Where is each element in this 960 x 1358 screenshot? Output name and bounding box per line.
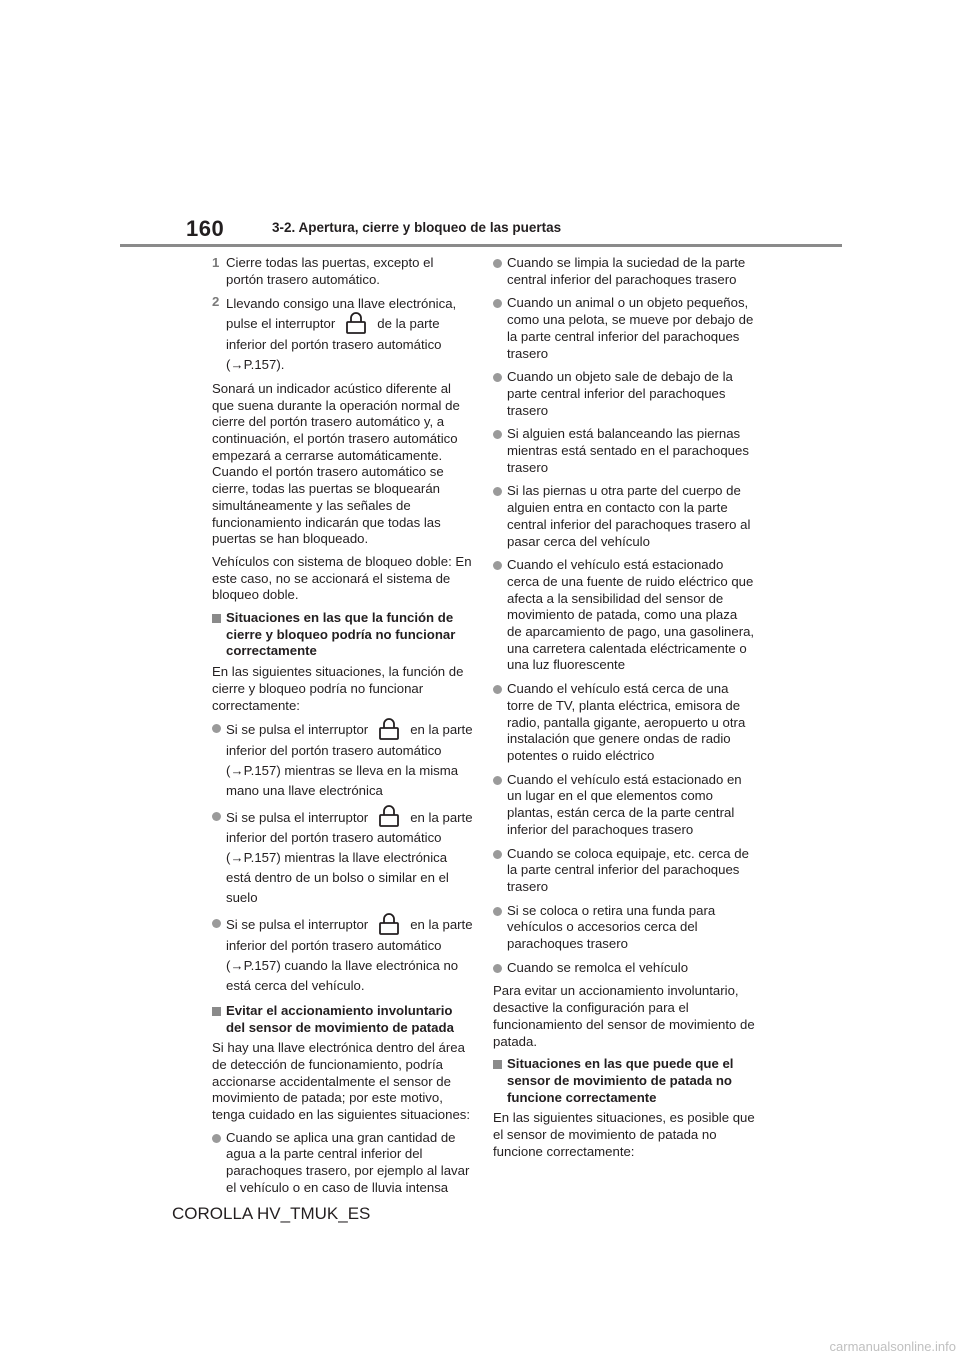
subheading-text: Situaciones en las que la función de cierre y bloqueo podría no funcionar correctamente: [226, 610, 456, 659]
left-column: [212, 255, 474, 1204]
step-1: [212, 255, 474, 288]
bullet-icon: [212, 919, 221, 928]
list-item-text: Cuando se aplica una gran cantidad de agua a la parte central inferior del parachoques trasero, por ejemplo al lavar el vehículo o en caso de lluvia intensa: [226, 1129, 470, 1195]
header-rule: [120, 244, 842, 247]
square-bullet-icon: [212, 1007, 221, 1016]
list-item: [493, 846, 755, 896]
bullet-icon: [493, 685, 502, 694]
step-text-part: Llevando consigo una llave electrónica,: [226, 296, 457, 312]
step-text-part: de la parte inferior del portón trasero automático (→P.157).: [226, 316, 442, 372]
bullet-icon: [493, 299, 502, 308]
list-item-text: Cuando el vehículo está cerca de una torre de TV, planta eléctrica, emisora de radio, pantalla gigante, aeropuerto u otra instalación que genere ondas de radio potentes o ruido eléctrico: [507, 681, 746, 763]
bullet-icon: [212, 724, 221, 733]
list-item-text: Cuando un objeto sale de debajo de la parte central inferior del parachoques trasero: [507, 369, 733, 418]
square-bullet-icon: [493, 1060, 502, 1069]
list-item-text: Cuando el vehículo está estacionado cerca de una fuente de ruido eléctrico que afecta a la sensibilidad del sensor de movimiento de patada, como una plaza de aparcamiento de pago, una gasolinera, una carretera calentada eléctricamente o una luz fluorescente: [507, 557, 755, 673]
text-part: inferior del portón trasero automático (→P.157) mientras la llave electrónica está dentro de un bolso o similar en el suelo: [226, 830, 449, 906]
bullet-icon: [493, 850, 502, 859]
step-text: [226, 294, 474, 375]
section-title: 3-2. Apertura, cierre y bloqueo de las puertas: [272, 220, 562, 235]
lock-icon: [345, 311, 367, 335]
text-part: Si se pulsa el interruptor: [226, 722, 369, 738]
list-item: [493, 483, 755, 550]
subheading-text: Situaciones en las que puede que el sensor de movimiento de patada no funcione correctamente: [507, 1056, 734, 1105]
list-item-text: Cuando se remolca el vehículo: [507, 959, 689, 975]
list-item: [493, 772, 755, 839]
subheading-text: Evitar el accionamiento involuntario del sensor de movimiento de patada: [226, 1002, 454, 1035]
text-part: Si se pulsa el interruptor: [226, 809, 369, 825]
list-item: [212, 720, 474, 801]
list-item-text: Si las piernas u otra parte del cuerpo de alguien entra en contacto con la parte central inferior del parachoques trasero al pasar cerca del vehículo: [507, 483, 751, 549]
bullet-icon: [493, 259, 502, 268]
list-item-text: Cuando se limpia la suciedad de la parte central inferior del parachoques trasero: [507, 255, 746, 287]
list-item-text: [226, 720, 474, 801]
right-column: [493, 255, 755, 1166]
bullet-icon: [493, 776, 502, 785]
list-item-text: Si alguien está balanceando las piernas mientras está sentado en el parachoques trasero: [507, 426, 749, 475]
text-part: Si se pulsa el interruptor: [226, 917, 369, 933]
list-item-text: [226, 808, 474, 909]
bullet-icon: [493, 487, 502, 496]
list-item: [493, 557, 755, 674]
text-part: inferior del portón trasero automático (→P.157) cuando la llave electrónica no está cerca del vehículo.: [226, 937, 459, 993]
list-item: [493, 369, 755, 419]
paragraph: Si hay una llave electrónica dentro del área de detección de funcionamiento, podría accionarse accidentalmente el sensor de movimiento de patada; por este motivo, tenga cuidado en las siguientes situaciones:: [212, 1040, 471, 1123]
text-part: en la parte: [410, 722, 473, 738]
step-number: 1: [212, 255, 220, 270]
step-number: 2: [212, 294, 220, 310]
bullet-icon: [493, 430, 502, 439]
watermark-link[interactable]: carmanualsonline.info: [829, 1339, 956, 1354]
bullet-icon: [493, 373, 502, 382]
bullet-icon: [212, 1134, 221, 1143]
subheading: [212, 1003, 474, 1036]
subheading: [493, 1056, 755, 1106]
list-item-text: Cuando el vehículo está estacionado en un lugar en el que elementos como plantas, están cerca de la parte central inferior del parachoques trasero: [507, 771, 742, 837]
lock-icon: [378, 717, 400, 741]
text-part: en la parte: [410, 809, 473, 825]
list-item: [493, 681, 755, 765]
bullet-icon: [493, 964, 502, 973]
bullet-icon: [212, 812, 221, 821]
lock-icon: [378, 804, 400, 828]
list-item: [493, 255, 755, 288]
step-text-part: pulse el interruptor: [226, 316, 336, 332]
list-item-text: Cuando se coloca equipaje, etc. cerca de la parte central inferior del parachoques trasero: [507, 845, 749, 894]
paragraph: En las siguientes situaciones, es posible que el sensor de movimiento de patada no funcione correctamente:: [493, 1110, 755, 1159]
paragraph: Vehículos con sistema de bloqueo doble: En este caso, no se accionará el sistema de bloqueo doble.: [212, 553, 472, 603]
bullet-icon: [493, 561, 502, 570]
paragraph: En las siguientes situaciones, la función de cierre y bloqueo podría no funcionar correctamente:: [212, 664, 464, 713]
list-item-text: [226, 915, 474, 996]
list-item: [212, 1130, 474, 1197]
list-item: [493, 295, 755, 362]
text-part: inferior del portón trasero automático (→P.157) mientras se lleva en la misma mano una llave electrónica: [226, 742, 459, 798]
list-item: [493, 960, 755, 977]
footer-model: COROLLA HV_TMUK_ES: [172, 1204, 371, 1223]
step-2: [212, 294, 474, 375]
paragraph: Sonará un indicador acústico diferente al que suena durante la operación normal de cierre del portón trasero automático y, a continuación, el portón trasero automático empezará a cerrarse automáticamente. Cuando el portón trasero automático se cierre, todas las puertas se bloquearán simultáneamente y las señales de funcionamiento indicarán que todas las puertas se han bloqueado.: [212, 380, 460, 547]
step-text: Cierre todas las puertas, excepto el portón trasero automático.: [226, 255, 434, 287]
list-item-text: Cuando un animal o un objeto pequeños, como una pelota, se mueve por debajo de la parte central inferior del parachoques trasero: [507, 295, 754, 361]
page-number: 160: [186, 216, 225, 241]
list-item: [493, 903, 755, 953]
subheading: [212, 610, 474, 660]
paragraph: Para evitar un accionamiento involuntario, desactive la configuración para el funcionamiento del sensor de movimiento de patada.: [493, 983, 755, 1049]
list-item: [212, 808, 474, 909]
square-bullet-icon: [212, 614, 221, 623]
text-part: en la parte: [410, 917, 473, 933]
bullet-icon: [493, 907, 502, 916]
list-item-text: Si se coloca o retira una funda para vehículos o accesorios cerca del parachoques trasero: [507, 902, 716, 952]
list-item: [212, 915, 474, 996]
lock-icon: [378, 912, 400, 936]
list-item: [493, 426, 755, 476]
